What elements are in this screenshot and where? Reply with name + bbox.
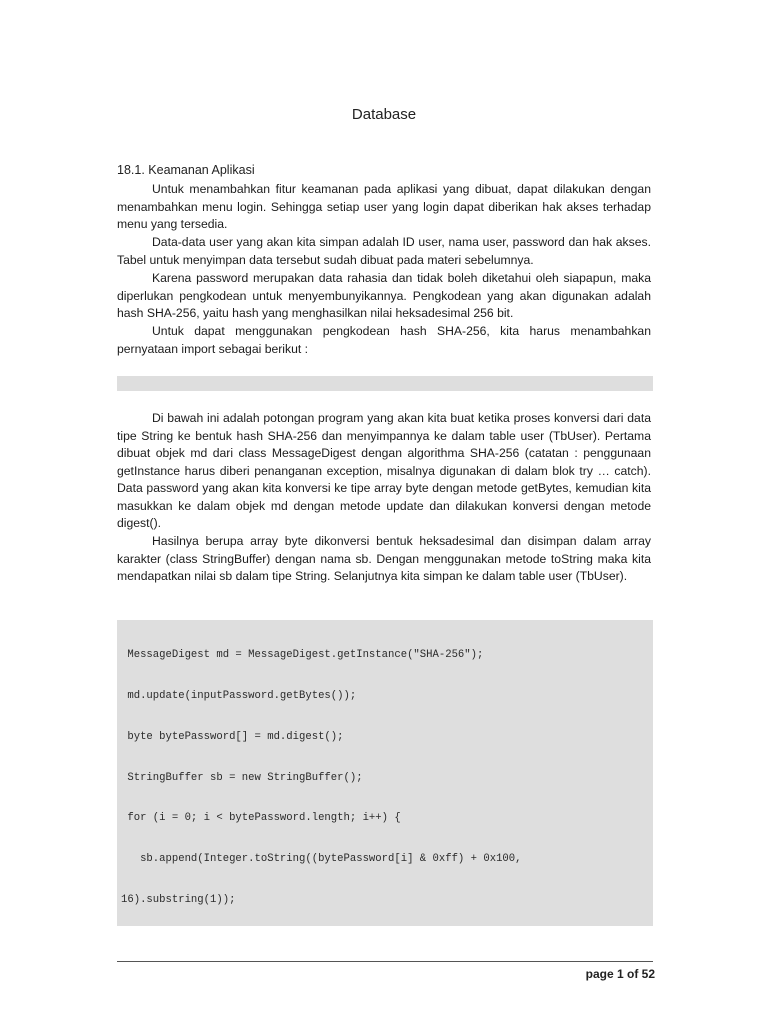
intro-paragraph-3: Karena password merupakan data rahasia dan tidak boleh diketahui oleh siapapun, maka diperlukan pengkodean untuk menyembunyikannya. Pengkodean yang akan digunakan adalah hash SHA-256, yaitu hash yang menghasilkan nilai heksadesimal 256 bit.: [117, 271, 651, 320]
intro-paragraph-4: Untuk dapat menggunakan pengkodean hash SHA-256, kita harus menambahkan pernyataan import sebagai berikut :: [117, 324, 651, 356]
code-line: byte bytePassword[] = md.digest();: [121, 730, 344, 743]
main-code-block: [117, 620, 653, 926]
middle-paragraph-2: Hasilnya berupa array byte dikonversi bentuk heksadesimal dan disimpan dalam array karakter (class StringBuffer) dengan nama sb. Dengan menggunakan metode toString maka kita mendapatkan nilai sb dalam tipe String. Selanjutnya kita simpan ke dalam table user (TbUser).: [117, 534, 651, 583]
code-line: StringBuffer sb = new StringBuffer();: [121, 771, 363, 784]
intro-paragraph-2: Data-data user yang akan kita simpan adalah ID user, nama user, password dan hak akses. Tabel untuk menyimpan data tersebut sudah dibuat pada materi sebelumnya.: [117, 235, 651, 267]
section-heading: 18.1. Keamanan Aplikasi: [117, 163, 255, 177]
page-title: Database: [351, 106, 417, 123]
page-number: page 1 of 52: [585, 967, 655, 981]
code-line: md.update(inputPassword.getBytes());: [121, 689, 357, 702]
code-line: 16).substring(1));: [121, 893, 236, 906]
code-line: sb.append(Integer.toString((bytePassword[i] & 0xff) + 0x100,: [121, 853, 522, 866]
middle-paragraph-1: Di bawah ini adalah potongan program yang akan kita buat ketika proses konversi dari data tipe String ke bentuk hash SHA-256 dan menyimpannya ke dalam table user (TbUser). Pertama dibuat objek md dari class MessageDigest dengan algorithma SHA-256 (catatan : penggunaan getInstance harus diberi penanganan exception, misalnya digunakan di dalam blok try … catch). Data password yang akan kita konversi ke tipe array byte dengan metode getBytes, kemudian kita masukkan ke dalam objek md dengan metode update dan dilakukan konversi dengan metode digest().: [117, 411, 651, 530]
code-line: MessageDigest md = MessageDigest.getInstance("SHA-256");: [121, 649, 484, 662]
intro-paragraph-1: Untuk menambahkan fitur keamanan pada aplikasi yang dibuat, dapat dilakukan dengan menambahkan menu login. Sehingga setiap user yang login dapat diberikan hak akses terhadap menu yang tersedia.: [117, 182, 651, 231]
code-line: for (i = 0; i < bytePassword.length; i++) {: [121, 812, 401, 825]
footer-divider: [117, 961, 653, 962]
import-code-block: [117, 376, 653, 391]
